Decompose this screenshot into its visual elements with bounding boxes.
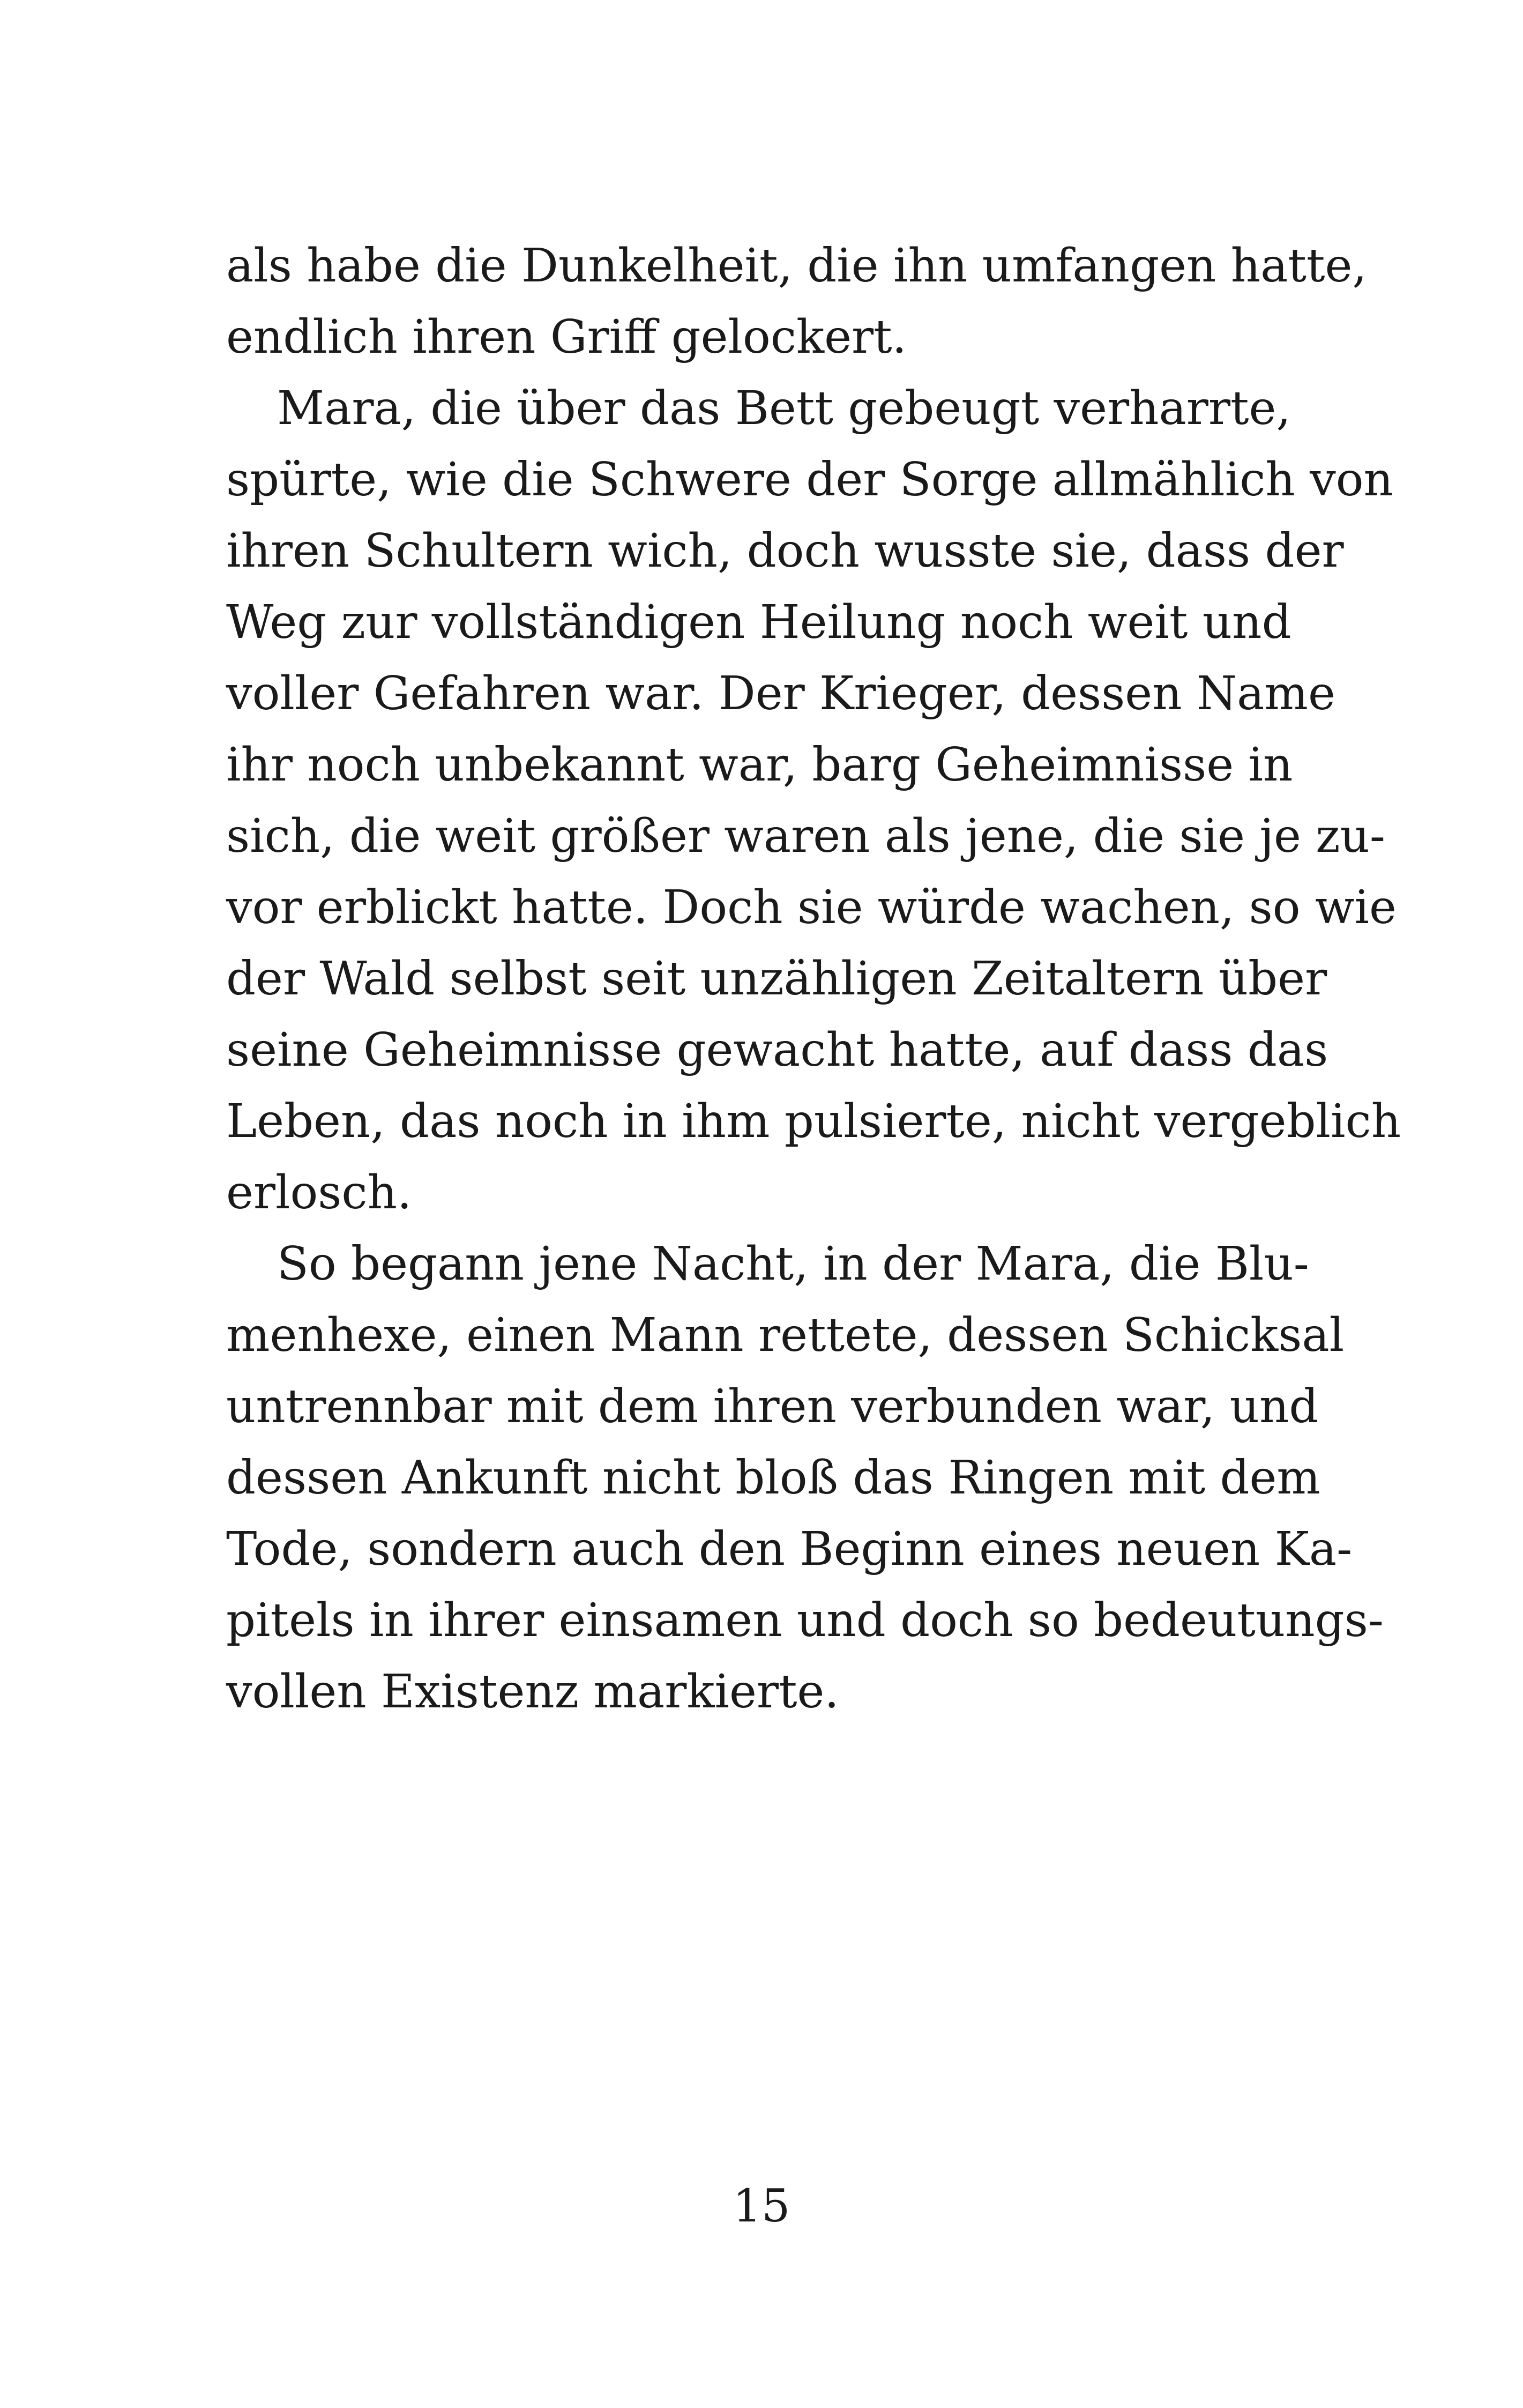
- text-line: voller Gefahren war. Der Krieger, dessen Name: [226, 667, 1335, 720]
- text-line: pitels in ihrer einsamen und doch so bedeutungs-: [226, 1594, 1384, 1647]
- text-line: vollen Existenz markierte.: [226, 1665, 839, 1719]
- text-line: untrennbar mit dem ihren verbunden war, und: [226, 1380, 1319, 1433]
- text-line: So begann jene Nacht, in der Mara, die Blu-: [277, 1237, 1309, 1291]
- text-line: sich, die weit größer waren als jene, die sie je zu-: [226, 809, 1385, 863]
- text-line: ihr noch unbekannt war, barg Geheimnisse in: [226, 738, 1293, 792]
- text-line: vor erblickt hatte. Doch sie würde wachen, so wie: [226, 881, 1397, 934]
- text-line: erlosch.: [226, 1166, 412, 1220]
- text-line: Mara, die über das Bett gebeugt verharrte,: [277, 382, 1291, 435]
- text-line: ihren Schultern wich, doch wusste sie, dass der: [226, 524, 1344, 578]
- text-line: seine Geheimnisse gewacht hatte, auf dass das: [226, 1023, 1328, 1077]
- text-line: Leben, das noch in ihm pulsierte, nicht vergeblich: [226, 1095, 1401, 1148]
- text-line: Weg zur vollständigen Heilung noch weit und: [226, 596, 1291, 649]
- text-line: Tode, sondern auch den Beginn eines neuen Ka-: [226, 1522, 1353, 1576]
- text-line: als habe die Dunkelheit, die ihn umfangen hatte,: [226, 239, 1367, 293]
- body-text: [226, 231, 1401, 1728]
- text-line: der Wald selbst seit unzähligen Zeitaltern über: [226, 952, 1327, 1006]
- text-line: menhexe, einen Mann rettete, dessen Schicksal: [226, 1309, 1345, 1362]
- text-line: spürte, wie die Schwere der Sorge allmählich von: [226, 453, 1393, 507]
- page-number: 15: [733, 2180, 790, 2232]
- text-line: dessen Ankunft nicht bloß das Ringen mit dem: [226, 1451, 1320, 1505]
- text-line: endlich ihren Griff gelockert.: [226, 310, 907, 364]
